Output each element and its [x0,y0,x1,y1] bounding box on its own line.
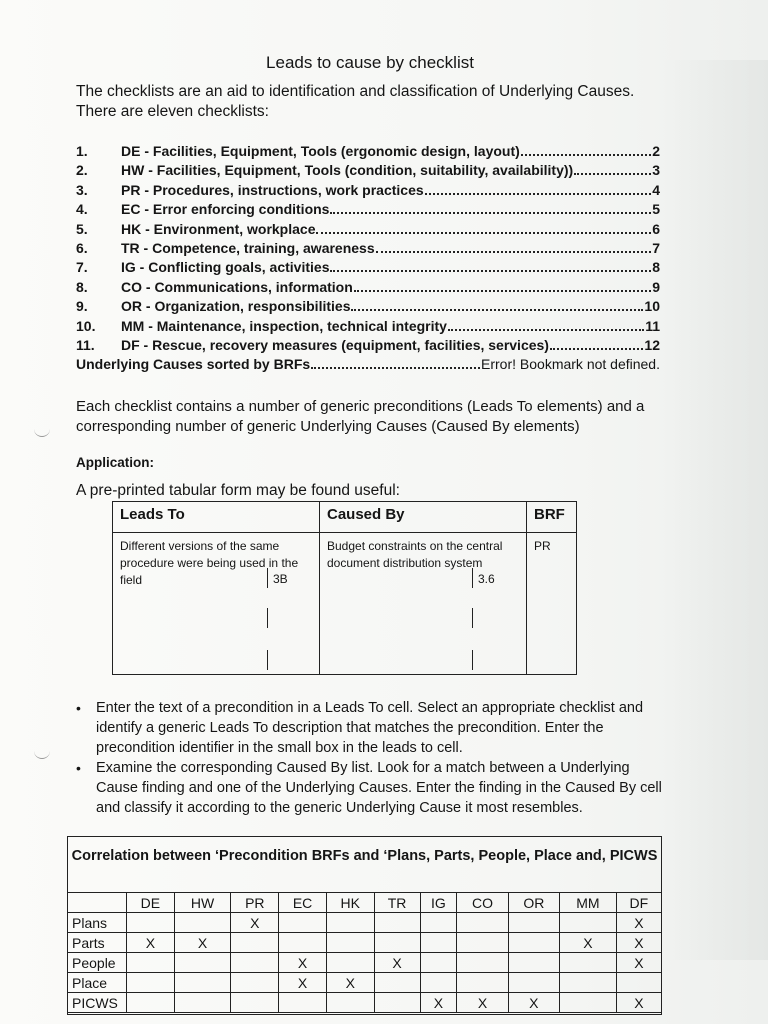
table-cell [127,973,175,993]
toc-entry-page: 11 [645,317,660,334]
toc-entry-number: 1. [76,143,88,159]
toc-entry [76,162,660,181]
toc-entry-page: 7 [652,239,660,256]
table-cell: X [279,953,327,973]
toc-entry-page: 9 [652,278,660,295]
column-header: DF [616,893,661,913]
brf-cell-value: PR [534,539,551,553]
toc-entry-label: HK - Environment, workplace [121,220,316,237]
toc-entry [76,221,660,240]
toc-dot-leader [448,318,644,331]
column-header: IG [420,893,457,913]
toc-entry-label: PR - Procedures, instructions, work practices [121,181,424,198]
table-cell [326,993,374,1013]
toc-entry [76,201,660,220]
column-header: HW [174,893,231,913]
table-cell [508,933,559,953]
toc-entry-number: 10. [76,317,96,334]
table-cell [374,993,420,1013]
column-header: TR [374,893,420,913]
toc-entry-label: DF - Rescue, recovery measures (equipment, facilities, services) [121,336,549,353]
table-cell [508,953,559,973]
leads-to-header: Leads To [113,502,319,533]
row-label: PICWS [68,993,127,1013]
table-cell: X [127,933,175,953]
correlation-header-row [68,893,661,913]
table-cell [616,973,661,993]
table-cell: X [616,933,661,953]
table-cell: X [616,953,661,973]
correlation-grid [68,893,661,1013]
intro-text: The checklists are an aid to identification and classification of Underlying Causes. There are eleven checklists: [76,83,635,120]
table-cell [457,953,508,973]
toc-entry [76,182,660,201]
identifier-box-divider [267,568,268,588]
list-item [76,698,666,758]
row-label: Plans [68,913,127,933]
identifier-box-divider [472,568,473,588]
toc-entry-page: 8 [652,259,660,276]
table-cell [174,953,231,973]
toc-entry-number: 6. [76,239,88,256]
column-header: OR [508,893,559,913]
table-cell [174,973,231,993]
bullet-text: Enter the text of a precondition in a Leads To cell. Select an appropriate checklist and identify a generic Leads To description that matches the precondition. Enter the precondition identifier in the small box in the leads to cell. [96,700,644,756]
checklist-table-of-contents [76,143,660,376]
table-cell [231,993,279,1013]
toc-entry-label: TR - Competence, training, awareness [121,239,375,256]
table-row [68,933,661,953]
toc-entry-page: 3 [652,162,660,179]
toc-dot-leader [574,162,651,175]
column-header: CO [457,893,508,913]
toc-dot-leader [316,221,651,234]
row-label: Parts [68,933,127,953]
table-cell [127,993,175,1013]
table-cell [127,953,175,973]
table-cell: X [616,913,661,933]
toc-entry [76,298,660,317]
table-cell [420,973,457,993]
table-cell [559,953,616,973]
row-label: People [68,953,127,973]
table-cell [457,933,508,953]
toc-dot-leader [351,298,643,311]
caused-by-header: Caused By [320,502,526,533]
form-intro-text: A pre-printed tabular form may be found useful: [76,482,400,499]
column-header: PR [231,893,279,913]
brf-column [527,502,576,674]
toc-entry-number: 9. [76,298,88,315]
instruction-bullets [76,698,666,818]
toc-entry-page: 2 [652,143,660,159]
table-cell [508,973,559,993]
toc-entry [76,356,660,375]
toc-dot-leader [330,259,651,272]
bullet-text: Examine the corresponding Caused By list. Look for a match between a Underlying Cause finding and one of the Underlying Causes. Enter the finding in the Caused By cell and classify it according to the generic Underlying Cause it most resembles. [96,760,662,816]
brf-header: BRF [527,502,576,533]
toc-dot-leader [376,240,652,253]
bleed-through-shadow [663,60,768,960]
row-label: Place [68,973,127,993]
toc-entry [76,279,660,298]
toc-entry-label: IG - Conflicting goals, activities [121,259,330,276]
table-cell: X [326,973,374,993]
corner-cell [68,893,127,913]
table-cell [457,973,508,993]
toc-entry-label: CO - Communications, information [121,278,353,295]
toc-entry-number: 5. [76,220,88,237]
toc-entry-page: Error! Bookmark not defined. [481,356,660,373]
caused-by-cell-text: Budget constraints on the central document distribution system [327,539,503,570]
table-cell: X [457,993,508,1013]
scan-margin-mark [34,748,50,759]
table-cell [374,933,420,953]
table-cell [559,973,616,993]
table-cell [559,913,616,933]
table-cell [374,913,420,933]
table-cell [420,953,457,973]
toc-entry-number: 8. [76,278,88,295]
identifier-box-divider [472,608,473,628]
toc-entry-label: Underlying Causes sorted by BRFs [76,356,311,373]
table-row [68,953,661,973]
toc-dot-leader [330,201,651,214]
page-title: Leads to cause by checklist [266,53,474,72]
column-header: MM [559,893,616,913]
table-cell [326,953,374,973]
toc-dot-leader [311,356,480,369]
table-cell [279,993,327,1013]
caused-by-column [320,502,527,674]
table-cell: X [616,993,661,1013]
example-tabular-form [112,501,577,675]
leads-to-cell-text: Different versions of the same procedure were being used in the field [120,539,299,587]
table-cell [279,933,327,953]
toc-entry-label: HW - Facilities, Equipment, Tools (condition, suitability, availability)) [121,162,574,179]
identifier-box-divider [472,650,473,670]
application-heading: Application: [76,455,154,470]
toc-entry [76,240,660,259]
checklist-description: Each checklist contains a number of generic preconditions (Leads To elements) and a corresponding number of generic Underlying Causes (Caused By elements) [76,398,645,435]
toc-entry-number: 3. [76,181,88,198]
leads-to-column [113,502,320,674]
toc-entry-label: OR - Organization, responsibilities [121,298,351,315]
table-cell: X [174,933,231,953]
bullet-icon: • [76,700,81,716]
table-row [68,993,661,1013]
identifier-box-divider [267,608,268,628]
table-cell: X [559,933,616,953]
toc-entry-label: EC - Error enforcing conditions [121,201,330,218]
toc-dot-leader [521,143,651,156]
table-cell [231,933,279,953]
table-cell [559,993,616,1013]
table-cell [174,993,231,1013]
table-cell [374,973,420,993]
toc-entry-label: DE - Facilities, Equipment, Tools (ergonomic design, layout) [121,143,520,159]
column-header: EC [279,893,327,913]
table-cell [326,913,374,933]
table-cell [326,933,374,953]
list-item [76,758,666,818]
table-cell: X [420,993,457,1013]
table-cell [420,933,457,953]
table-cell [231,953,279,973]
table-cell [279,913,327,933]
scan-margin-mark [34,426,50,437]
toc-entry-page: 6 [652,220,660,237]
toc-entry-page: 12 [644,336,660,353]
toc-entry [76,259,660,278]
correlation-table-title: Correlation between ‘Precondition BRFs and ‘Plans, Parts, People, Place and, PICWS [68,837,661,893]
toc-entry-label: MM - Maintenance, inspection, technical integrity [121,317,447,334]
table-cell: X [374,953,420,973]
toc-entry [76,318,660,337]
table-cell [174,913,231,933]
toc-entry [76,143,660,162]
toc-dot-leader [425,182,652,195]
toc-dot-leader [550,337,643,350]
table-cell [231,973,279,993]
toc-dot-leader [354,279,651,292]
toc-entry-page: 4 [652,181,660,198]
toc-entry-number: 4. [76,201,88,218]
column-header: DE [127,893,175,913]
caused-by-identifier: 3.6 [478,572,495,586]
toc-entry-page: 5 [652,201,660,218]
table-cell [508,913,559,933]
toc-entry-number: 7. [76,259,88,276]
toc-entry-page: 10 [644,298,660,315]
table-cell: X [231,913,279,933]
table-cell [127,913,175,933]
table-row [68,913,661,933]
column-header: HK [326,893,374,913]
table-cell: X [279,973,327,993]
table-cell [420,913,457,933]
toc-entry-number: 11. [76,336,95,353]
table-row [68,973,661,993]
leads-to-identifier: 3B [273,572,288,586]
table-cell [457,913,508,933]
toc-entry [76,337,660,356]
table-cell: X [508,993,559,1013]
bullet-icon: • [76,760,81,776]
correlation-table [67,836,662,1015]
toc-entry-number: 2. [76,162,88,179]
identifier-box-divider [267,650,268,670]
